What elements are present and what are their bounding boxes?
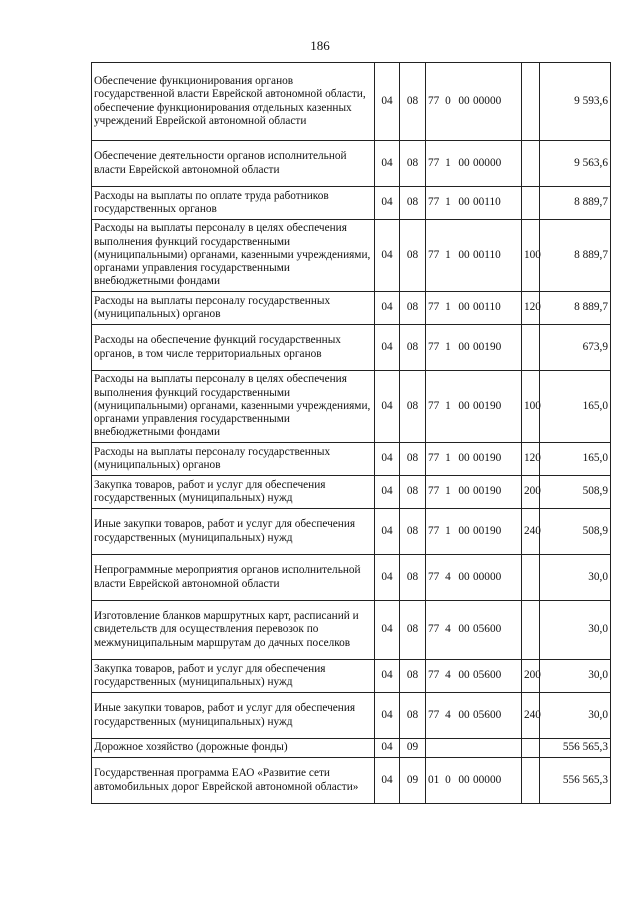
vr-cell: 120 — [522, 443, 540, 476]
table-row — [92, 220, 611, 292]
csr-part: 4 — [445, 708, 451, 721]
pr-cell: 08 — [400, 443, 426, 476]
row-name-cell: Закупка товаров, работ и услуг для обеспечения государственных (муниципальных) нужд — [92, 660, 375, 693]
csr-cell — [426, 292, 522, 325]
csr-part: 0 — [445, 94, 451, 107]
table-row — [92, 292, 611, 325]
pr-cell: 08 — [400, 325, 426, 371]
csr-part: 77 — [428, 669, 440, 682]
table-row — [92, 660, 611, 693]
csr-part: 4 — [445, 570, 451, 583]
vr-cell: 240 — [522, 509, 540, 555]
csr-cell — [426, 371, 522, 443]
sum-cell: 8 889,7 — [540, 220, 611, 292]
pr-cell: 08 — [400, 220, 426, 292]
csr-part: 00190 — [473, 340, 502, 353]
csr-cell — [426, 758, 522, 804]
row-name-cell: Иные закупки товаров, работ и услуг для обеспечения государственных (муниципальных) нужд — [92, 693, 375, 739]
table-row — [92, 555, 611, 601]
sum-cell: 673,9 — [540, 325, 611, 371]
table-row — [92, 693, 611, 739]
table-row — [92, 601, 611, 660]
csr-cell — [426, 739, 522, 758]
rz-cell: 04 — [375, 601, 400, 660]
csr-part: 00 — [458, 623, 470, 636]
pr-cell: 09 — [400, 739, 426, 758]
pr-cell: 08 — [400, 555, 426, 601]
csr-part: 00 — [458, 399, 470, 412]
csr-part: 1 — [445, 485, 451, 498]
rz-cell: 04 — [375, 141, 400, 187]
sum-cell: 165,0 — [540, 371, 611, 443]
csr-part: 00 — [458, 669, 470, 682]
sum-cell: 30,0 — [540, 693, 611, 739]
csr-part: 1 — [445, 248, 451, 261]
sum-cell: 8 889,7 — [540, 292, 611, 325]
rz-cell: 04 — [375, 371, 400, 443]
csr-part: 77 — [428, 708, 440, 721]
csr-cell — [426, 476, 522, 509]
csr-part: 4 — [445, 623, 451, 636]
rz-cell: 04 — [375, 758, 400, 804]
row-name-cell: Государственная программа ЕАО «Развитие сети автомобильных дорог Еврейской автономной области» — [92, 758, 375, 804]
csr-part: 00 — [458, 485, 470, 498]
csr-cell — [426, 660, 522, 693]
table-row — [92, 476, 611, 509]
table-row — [92, 443, 611, 476]
budget-table-body — [92, 63, 611, 804]
row-name-cell: Расходы на обеспечение функций государственных органов, в том числе территориальных органов — [92, 325, 375, 371]
csr-part: 00110 — [473, 196, 501, 209]
vr-cell — [522, 325, 540, 371]
csr-part: 00 — [458, 156, 470, 169]
csr-part: 00 — [458, 196, 470, 209]
csr-part: 05600 — [473, 623, 502, 636]
pr-cell: 08 — [400, 601, 426, 660]
csr-part: 77 — [428, 452, 440, 465]
csr-part: 1 — [445, 524, 451, 537]
rz-cell: 04 — [375, 660, 400, 693]
csr-cell — [426, 63, 522, 141]
csr-part: 77 — [428, 485, 440, 498]
table-row — [92, 758, 611, 804]
pr-cell: 08 — [400, 476, 426, 509]
csr-part: 77 — [428, 623, 440, 636]
pr-cell: 08 — [400, 292, 426, 325]
table-row — [92, 739, 611, 758]
csr-part: 00000 — [473, 94, 502, 107]
csr-part: 05600 — [473, 708, 502, 721]
csr-part: 1 — [445, 340, 451, 353]
csr-part: 00190 — [473, 452, 502, 465]
csr-cell — [426, 693, 522, 739]
table-row — [92, 509, 611, 555]
vr-cell: 100 — [522, 220, 540, 292]
csr-part: 77 — [428, 301, 440, 314]
pr-cell: 08 — [400, 693, 426, 739]
table-row — [92, 63, 611, 141]
pr-cell: 08 — [400, 371, 426, 443]
csr-part: 00190 — [473, 524, 502, 537]
sum-cell: 9 593,6 — [540, 63, 611, 141]
csr-cell — [426, 509, 522, 555]
csr-part: 77 — [428, 196, 440, 209]
csr-part: 00 — [458, 773, 470, 786]
csr-part: 00 — [458, 570, 470, 583]
vr-cell — [522, 739, 540, 758]
budget-table — [91, 62, 611, 804]
page-number: 186 — [310, 38, 330, 53]
rz-cell: 04 — [375, 693, 400, 739]
csr-part: 77 — [428, 156, 440, 169]
csr-part: 1 — [445, 399, 451, 412]
row-name-cell: Расходы на выплаты по оплате труда работников государственных органов — [92, 187, 375, 220]
csr-part: 00 — [458, 452, 470, 465]
csr-part: 00 — [458, 340, 470, 353]
row-name-cell: Расходы на выплаты персоналу государственных (муниципальных) органов — [92, 292, 375, 325]
csr-part: 00110 — [473, 248, 501, 261]
vr-cell: 200 — [522, 660, 540, 693]
pr-cell: 08 — [400, 141, 426, 187]
pr-cell: 08 — [400, 187, 426, 220]
pr-cell: 09 — [400, 758, 426, 804]
vr-cell — [522, 187, 540, 220]
csr-part: 00190 — [473, 399, 502, 412]
csr-part: 00 — [458, 524, 470, 537]
csr-cell — [426, 555, 522, 601]
row-name-cell: Закупка товаров, работ и услуг для обеспечения государственных (муниципальных) нужд — [92, 476, 375, 509]
table-row — [92, 187, 611, 220]
rz-cell: 04 — [375, 739, 400, 758]
sum-cell: 508,9 — [540, 509, 611, 555]
table-row — [92, 371, 611, 443]
csr-part: 00000 — [473, 570, 502, 583]
csr-part: 00190 — [473, 485, 502, 498]
rz-cell: 04 — [375, 220, 400, 292]
sum-cell: 556 565,3 — [540, 758, 611, 804]
csr-part: 1 — [445, 452, 451, 465]
vr-cell — [522, 141, 540, 187]
sum-cell: 508,9 — [540, 476, 611, 509]
pr-cell: 08 — [400, 63, 426, 141]
csr-cell — [426, 141, 522, 187]
rz-cell: 04 — [375, 476, 400, 509]
row-name-cell: Непрограммные мероприятия органов исполнительной власти Еврейской автономной области — [92, 555, 375, 601]
rz-cell: 04 — [375, 63, 400, 141]
pr-cell: 08 — [400, 509, 426, 555]
sum-cell: 9 563,6 — [540, 141, 611, 187]
sum-cell: 30,0 — [540, 660, 611, 693]
csr-cell — [426, 325, 522, 371]
row-name-cell: Расходы на выплаты персоналу в целях обеспечения выполнения функций государственными (муниципальными) органами, казенными учреждениями, органами управления государственными внебюджетными фондами — [92, 220, 375, 292]
sum-cell: 30,0 — [540, 601, 611, 660]
rz-cell: 04 — [375, 187, 400, 220]
vr-cell: 120 — [522, 292, 540, 325]
csr-cell — [426, 220, 522, 292]
vr-cell: 200 — [522, 476, 540, 509]
csr-part: 1 — [445, 301, 451, 314]
sum-cell: 30,0 — [540, 555, 611, 601]
csr-part: 77 — [428, 94, 440, 107]
vr-cell: 100 — [522, 371, 540, 443]
csr-part: 1 — [445, 156, 451, 169]
sum-cell: 556 565,3 — [540, 739, 611, 758]
vr-cell — [522, 758, 540, 804]
rz-cell: 04 — [375, 325, 400, 371]
vr-cell — [522, 555, 540, 601]
row-name-cell: Расходы на выплаты персоналу государственных (муниципальных) органов — [92, 443, 375, 476]
pr-cell: 08 — [400, 660, 426, 693]
csr-part: 77 — [428, 399, 440, 412]
csr-part: 0 — [445, 773, 451, 786]
csr-part: 1 — [445, 196, 451, 209]
sum-cell: 165,0 — [540, 443, 611, 476]
csr-part: 77 — [428, 524, 440, 537]
csr-cell — [426, 443, 522, 476]
rz-cell: 04 — [375, 443, 400, 476]
csr-part: 77 — [428, 570, 440, 583]
table-row — [92, 141, 611, 187]
row-name-cell: Расходы на выплаты персоналу в целях обеспечения выполнения функций государственными (муниципальными) органами, казенными учреждениями, органами управления государственными внебюджетными фондами — [92, 371, 375, 443]
csr-part: 00 — [458, 248, 470, 261]
csr-part: 00110 — [473, 301, 501, 314]
vr-cell — [522, 601, 540, 660]
sum-cell: 8 889,7 — [540, 187, 611, 220]
row-name-cell: Изготовление бланков маршрутных карт, расписаний и свидетельств для осуществления перевозок по межмуниципальным маршрутам до дачных поселков — [92, 601, 375, 660]
csr-part: 4 — [445, 669, 451, 682]
csr-part: 00 — [458, 94, 470, 107]
csr-part: 01 — [428, 773, 440, 786]
csr-part: 00 — [458, 301, 470, 314]
csr-cell — [426, 601, 522, 660]
row-name-cell: Иные закупки товаров, работ и услуг для обеспечения государственных (муниципальных) нужд — [92, 509, 375, 555]
csr-part: 00000 — [473, 773, 502, 786]
row-name-cell: Дорожное хозяйство (дорожные фонды) — [92, 739, 375, 758]
vr-cell: 240 — [522, 693, 540, 739]
table-row — [92, 325, 611, 371]
vr-cell — [522, 63, 540, 141]
rz-cell: 04 — [375, 292, 400, 325]
csr-cell — [426, 187, 522, 220]
rz-cell: 04 — [375, 509, 400, 555]
csr-part: 77 — [428, 248, 440, 261]
row-name-cell: Обеспечение функционирования органов государственной власти Еврейской автономной области, обеспечение функционирования отдельных казенных учреждений Еврейской автономной области — [92, 63, 375, 141]
csr-part: 00000 — [473, 156, 502, 169]
csr-part: 05600 — [473, 669, 502, 682]
csr-part: 00 — [458, 708, 470, 721]
row-name-cell: Обеспечение деятельности органов исполнительной власти Еврейской автономной области — [92, 141, 375, 187]
csr-part: 77 — [428, 340, 440, 353]
rz-cell: 04 — [375, 555, 400, 601]
